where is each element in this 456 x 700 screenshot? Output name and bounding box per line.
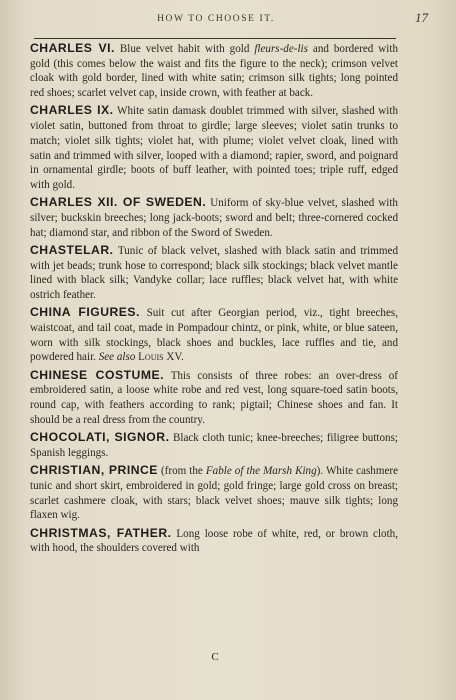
- entry-term: CHRISTIAN, PRINCE: [30, 463, 158, 478]
- entry-text: and bordered with gold (this comes below the waist and fits the figure to the neck); crimson velvet cloak with gold border, lined with white satin; crimson silk tights; long pointed red shoes; scarlet velvet cap, inside crown, with feather at back.: [30, 43, 398, 100]
- entry-term: CHARLES IX.: [30, 103, 114, 118]
- entry-term: CHINESE COSTUME.: [30, 367, 165, 382]
- entry-text: Black cloth tunic; knee-breeches; filigree buttons; Spanish leggings.: [30, 432, 398, 459]
- header-rule: [34, 38, 396, 39]
- entry-charles-vi: [30, 41, 398, 101]
- entry-text: Long loose robe of white, red, or brown cloth, with hood, the shoulders covered with: [30, 527, 398, 555]
- signature-mark: C: [211, 651, 219, 663]
- entry-christmas-father: [30, 526, 398, 556]
- entry-text: White satin damask doublet trimmed with silver, slashed with violet satin, buttoned from throat to girdle; large sleeves; violet satin trunks to match; violet silk tights; violet hat, with plume; violet velvet cloak, lined with satin and trimmed with silver, looped with a diamond; rapier, sword, and poignard in ornamental girdle; boots of buff leather, with pointed toes; triple ruff, edged with gold.: [30, 105, 398, 191]
- entry-charles-xii: [30, 195, 398, 240]
- entry-list: [30, 41, 398, 559]
- entry-text: Uniform of sky-blue velvet, slashed with silver; buckskin breeches; long jack-boots; sword and belt; three-cornered cocked hat; diamond star, and ribbon of the Sword of Sweden.: [30, 197, 398, 239]
- entry-text: Suit cut after Georgian period, viz., tight breeches, waistcoat, and tail coat, made in Pompadour chintz, or pink, white, or blue sateen, worn with silk stockings, black shoes and buckles, lace ruffles and tie, and powdered hair.: [30, 307, 398, 364]
- entry-chocolati-signor: [30, 430, 398, 460]
- entry-charles-ix: [30, 103, 398, 192]
- entry-term: CHINA FIGURES.: [30, 305, 140, 320]
- entry-chinese-costume: [30, 368, 398, 428]
- entry-text: This consists of three robes: an over-dress of embroidered satin, a loose white robe and red vest, long square-toed satin boots, round cap, with feathers according to rank; pigtail; Chinese shoes and fan. It should be a real dress from the country.: [30, 369, 398, 426]
- cross-reference: Louis XV.: [135, 351, 184, 364]
- entry-term: CHRISTMAS, FATHER.: [30, 525, 172, 540]
- entry-italic-text: fleurs-de-lis: [254, 43, 308, 55]
- entry-text: Tunic of black velvet, slashed with black satin and trimmed with jet beads; trunk hose to correspond; black silk stockings; black velvet mantle lined with black silk; Vandyke collar; lace ruffles; black velvet hat, with white ostrich feather.: [30, 244, 398, 302]
- entry-term: CHOCOLATI, SIGNOR.: [30, 430, 170, 445]
- entry-italic-text: Fable of the Marsh King: [205, 465, 317, 478]
- entry-china-figures: [30, 305, 398, 365]
- entry-text: Blue velvet habit with gold: [114, 43, 255, 55]
- entry-term: CHASTELAR.: [30, 242, 114, 257]
- entry-text: (from the: [157, 465, 206, 478]
- entry-term: CHARLES XII. OF SWEDEN.: [30, 195, 207, 210]
- entry-italic-text: See also: [98, 351, 136, 364]
- entry-chastelar: [30, 243, 398, 303]
- entry-term: CHARLES VI.: [30, 41, 115, 55]
- page-number: 17: [415, 10, 428, 25]
- entry-text: ). White cashmere tunic and short skirt, embroidered in gold; gold fringe; large gold cross on breast; scarlet cashmere cloak, with stars; black velvet shoes; mauve silk tights; long flaxen wig.: [30, 465, 398, 522]
- entry-christian-prince: [30, 463, 398, 523]
- running-head: HOW TO CHOOSE IT.: [157, 14, 275, 24]
